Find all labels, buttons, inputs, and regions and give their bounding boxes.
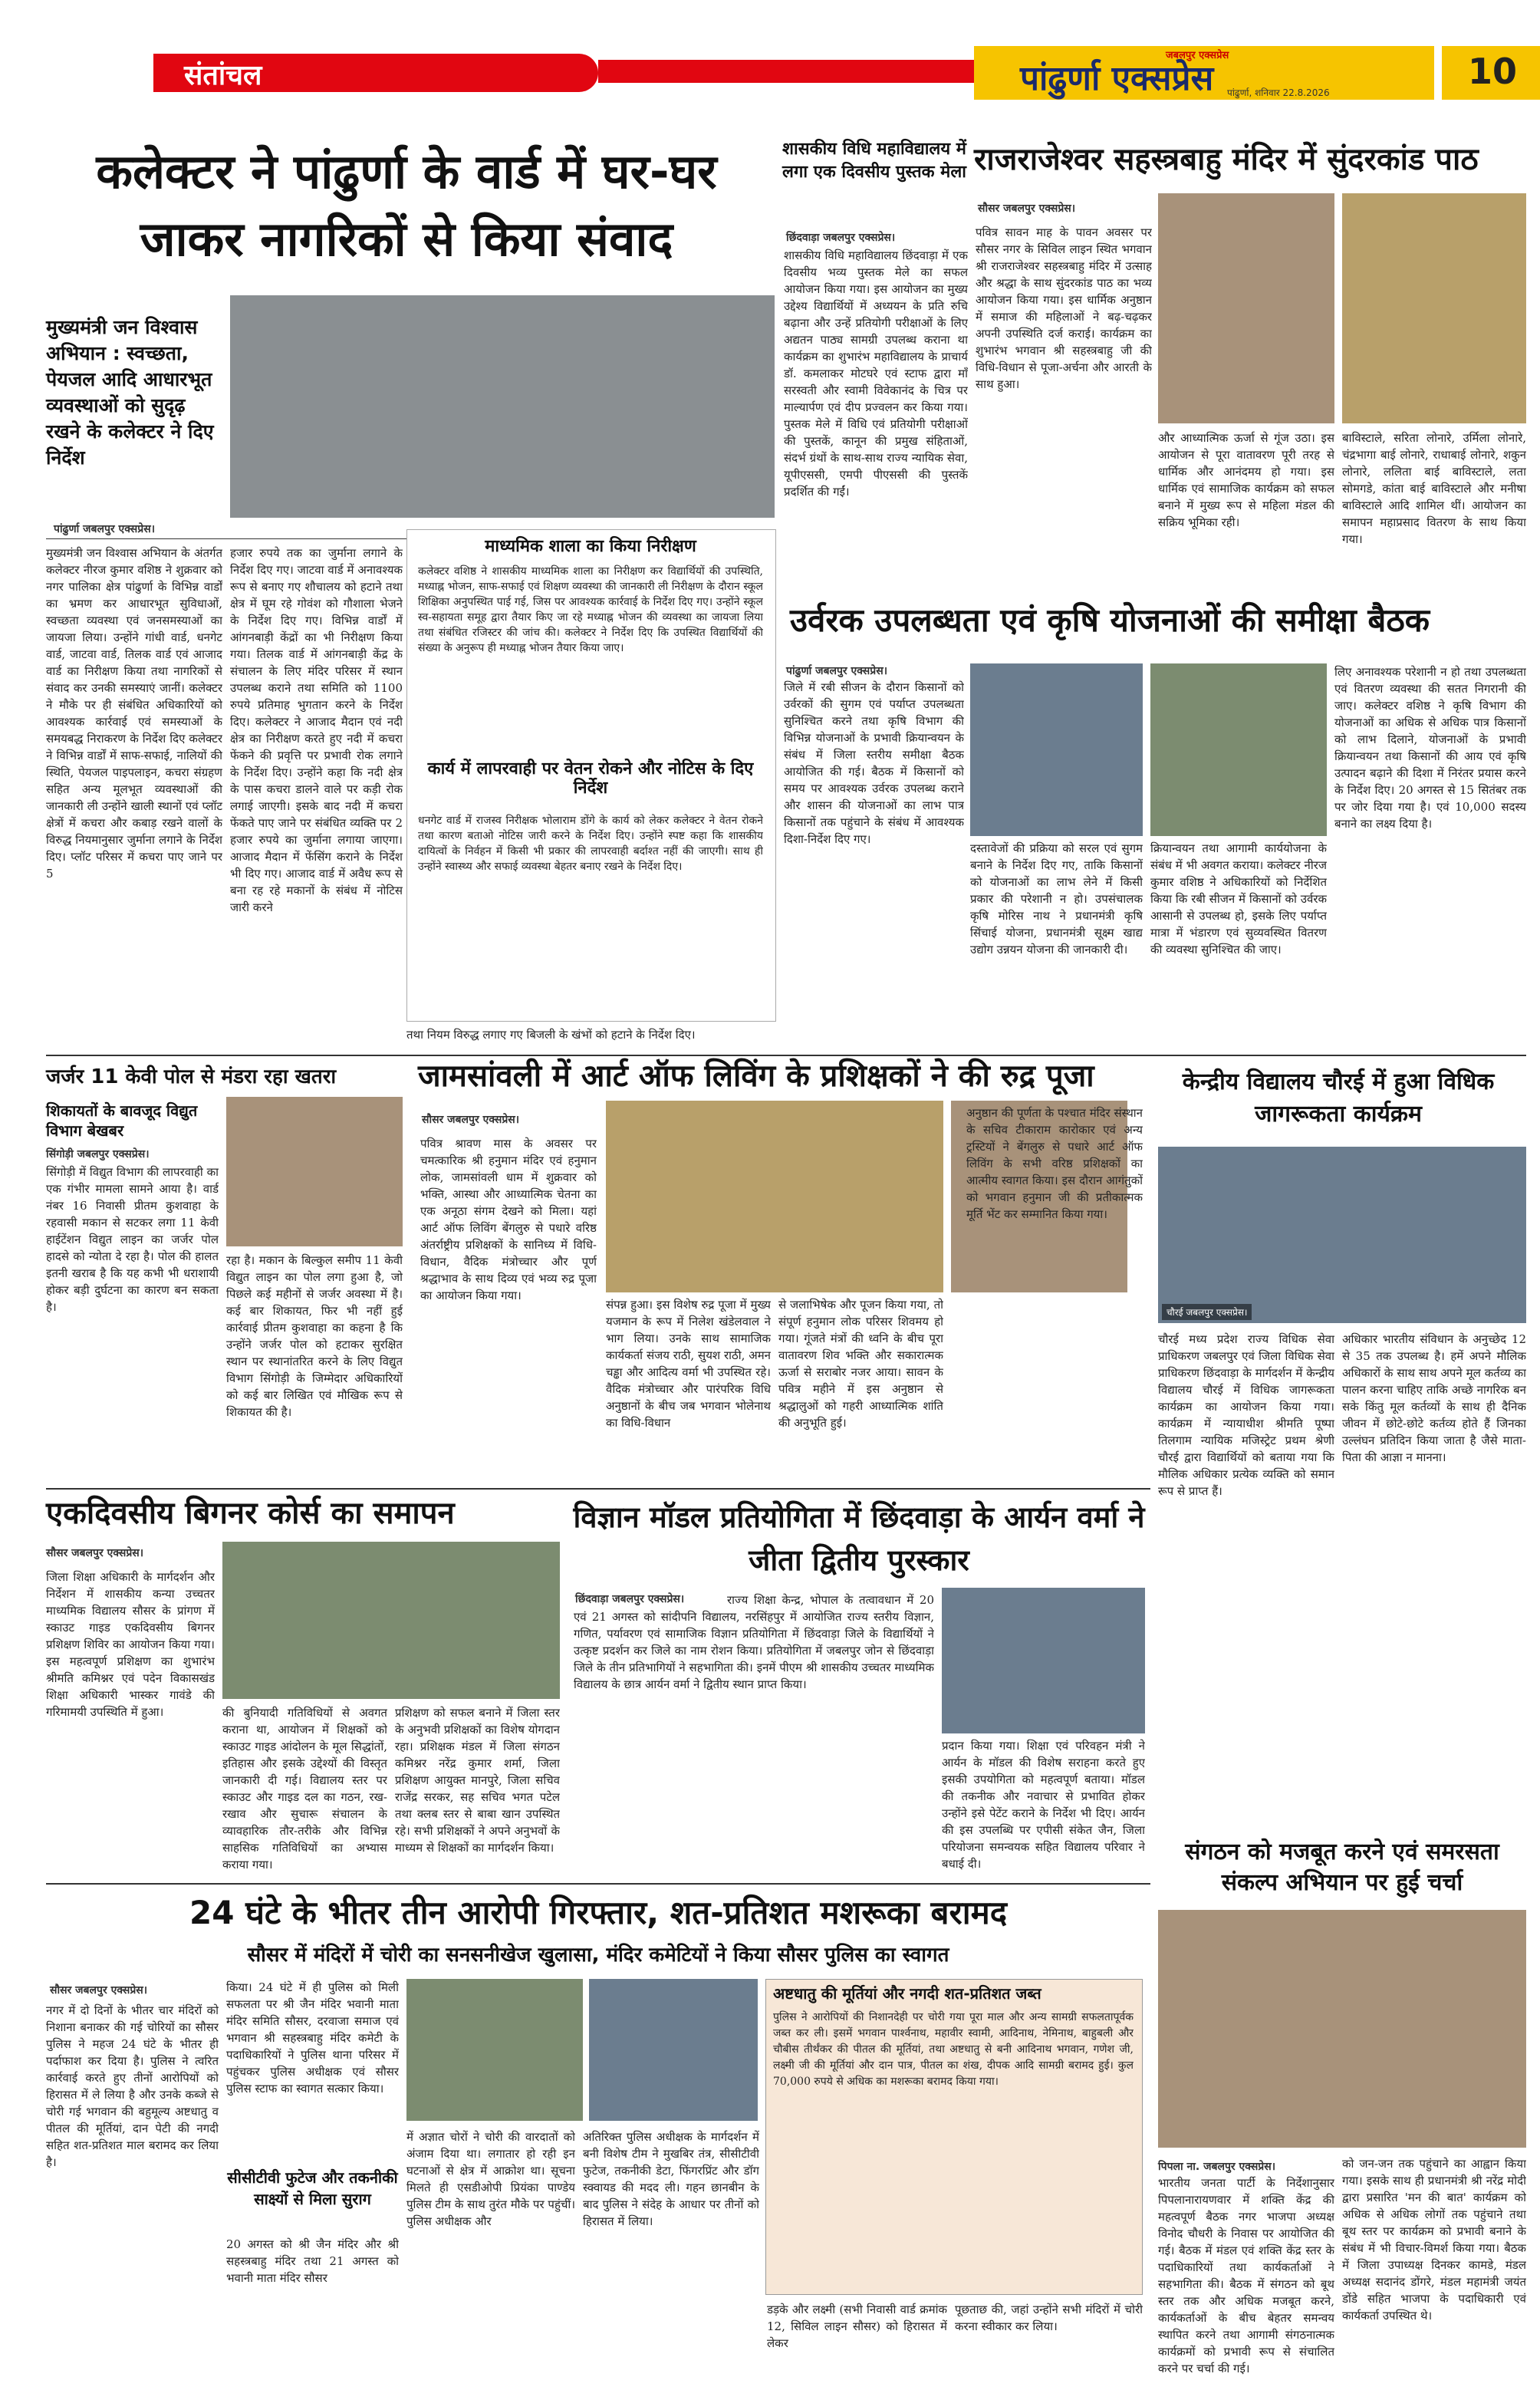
story11-box-title: सीसीटीवी फुटेज और तकनीकी साक्ष्यों से मिला सुराग bbox=[227, 2168, 398, 2208]
story6-col1: पवित्र श्रावण मास के अवसर पर चमत्कारिक श्री हनुमान मंदिर एवं हनुमान लोक, जामसांवली धाम में शुक्रवार को भक्ति, आस्था और आध्यात्मिक चेतना का एक अनूठा संगम देखने को मिला। यहां आर्ट ऑफ लिविंग बेंगलुरु से पधारे वरिष्ठ अंतर्राष्ट्रीय प्रशिक्षकों के सानिध्य में विधि-विधान, वैदिक मंत्रोच्चार और पूर्ण श्रद्धाभाव के साथ दिव्य एवं भव्य रुद्र पूजा का आयोजन किया गया। bbox=[420, 1137, 597, 1302]
story2-byline: छिंदवाड़ा जबलपुर एक्सप्रेस। bbox=[786, 232, 896, 244]
story11-shaded-title: अष्टधातु की मूर्तियां और नगदी शत-प्रतिशत जब्त bbox=[773, 1984, 1041, 2003]
story4-col1: जिले में रबी सीजन के दौरान किसानों को उर्वरकों की सुगम एवं पर्याप्त उपलब्धता सुनिश्चित करने तथा कृषि विभाग की विभिन्न योजनाओं के प्रभावी क्रियान्वयन के संबंध में जिला स्तरीय समीक्षा बैठक आयोजित की गई। बैठक में किसानों को समय पर आवश्यक उर्वरक उपलब्ध कराने और शासन की योजनाओं का लाभ पात्र किसानों तक पहुंचाने के संबंध में आवश्यक दिशा-निर्देश दिए गए। bbox=[784, 680, 964, 846]
story5-headline: जर्जर 11 केवी पोल से मंडरा रहा खतरा bbox=[46, 1065, 337, 1088]
story1-inset-subtitle: कार्य में लापरवाही पर वेतन रोकने और नोटिस के दिए निर्देश bbox=[427, 759, 754, 798]
story9-col1: राज्य शिक्षा केन्द्र, भोपाल के तत्वावधान में 20 एवं 21 अगस्त को सांदीपनि विद्यालय, नरसिंहपुर में आयोजित राज्य स्तरीय विज्ञान, गणित, पर्यावरण एवं सामाजिक विज्ञान प्रतियोगिता में छिंदवाड़ा जिले के विद्यार्थियों ने उत्कृष्ट प्रदर्शन कर जिले का नाम रोशन किया। प्रतियोगिता में जबलपुर जोन से छिंदवाड़ा जिले के तीन प्रतिभागियों ने सहभागिता की। इनमें पीएम श्री शासकीय उच्चतर माध्यमिक विद्यालय के छात्र आर्यन वर्मा ने द्वितीय स्थान प्राप्त किया। bbox=[574, 1593, 934, 1691]
story11-byline: सौसर जबलपुर एक्सप्रेस। bbox=[50, 1984, 148, 1997]
story11-box-text: 20 अगस्त को श्री जैन मंदिर और श्री सहस्त्रबाहु मंदिर तथा 21 अगस्त को भवानी माता मंदिर सौसर bbox=[226, 2237, 399, 2285]
story11-shaded-text: पुलिस ने आरोपियों की निशानदेही पर चोरी गया पूरा माल और अन्य सामग्री सफलतापूर्वक जब्त कर ली। इसमें भगवान पार्श्वनाथ, महावीर स्वामी, आदिनाथ, नेमिनाथ, बाहुबली और चौबीस तीर्थंकर की पीतल की मूर्तियां, तथा अष्टधातु से बनी आदिनाथ भगवान, गणेश जी, लक्ष्मी जी की मूर्तियां और दान पात्र, पीतल का शंख, दीपक आदि सामग्री बरामद हुई। कुल 70,000 रुपये से अधिक का मशरूका बरामद किया गया। bbox=[773, 2011, 1134, 2088]
page-number: 10 bbox=[1468, 51, 1518, 92]
story9-byline: छिंदवाड़ा जबलपुर एक्सप्रेस। bbox=[575, 1593, 685, 1605]
story6-headline: जामसांवली में आर्ट ऑफ लिविंग के प्रशिक्षकों ने की रुद्र पूजा bbox=[418, 1058, 1094, 1094]
story11-headline: 24 घंटे के भीतर तीन आरोपी गिरफ्तार, शत-प्रतिशत मशरूका बरामद bbox=[189, 1894, 1007, 1931]
story8-byline: सौसर जबलपुर एक्सप्रेस। bbox=[46, 1547, 144, 1559]
story11-col4: अतिरिक्त पुलिस अधीक्षक के मार्गदर्शन में बनी विशेष टीम ने मुखबिर तंत्र, सीसीटीवी फुटेज, तकनीकी डेटा, फिंगरप्रिंट और डॉग स्क्वायड की मदद ली। गहन छानबीन के बाद पुलिस ने संदेह के आधार पर तीनों को हिरासत में लिया। bbox=[583, 2130, 759, 2228]
story5-photo bbox=[226, 1097, 403, 1246]
page-number-box bbox=[1442, 46, 1540, 100]
story9-col2: प्रदान किया गया। शिक्षा एवं परिवहन मंत्री ने आर्यन के मॉडल की विशेष सराहना करते हुए इसकी उपयोगिता को महत्वपूर्ण बताया। मॉडल की तकनीक और नवाचार से प्रभावित होकर उन्होंने इसे पेटेंट कराने के निर्देश भी दिए। आर्यन की इस उपलब्धि पर एपीसी संकेत जैन, जिला परियोजना समन्वयक सहित विद्यालय परिवार ने बधाई दी। bbox=[942, 1739, 1145, 1871]
story6-col4: अनुष्ठान की पूर्णता के पश्चात मंदिर संस्थान के सचिव टीकाराम कारोकार एवं अन्य ट्रस्टियों ने बेंगलुरु से पधारे आर्ट ऑफ लिविंग के सभी वरिष्ठ प्रशिक्षकों का आत्मीय स्वागत किया। इस दौरान आगंतुकों को भगवान हनुमान जी की प्रतीकात्मक मूर्ति भेंट कर सम्मानित किया गया। bbox=[966, 1106, 1143, 1221]
story8-headline: एकदिवसीय बिगनर कोर्स का समापन bbox=[46, 1496, 455, 1531]
story4-photo2 bbox=[1150, 663, 1327, 836]
story8-col1: जिला शिक्षा अधिकारी के मार्गदर्शन और निर्देशन में शासकीय कन्या उच्चतर माध्यमिक विद्यालय सौसर के प्रांगण में स्काउट गाइड एकदिवसीय बिगनर प्रशिक्षण शिविर का आयोजन किया गया। इस महत्वपूर्ण प्रशिक्षण का शुभारंभ श्रीमति कमिश्नर एवं पदेन विकासखंड शिक्षा अधिकारी भास्कर गावंडे की गरिमामयी उपस्थिति में हुआ। bbox=[46, 1570, 215, 1719]
story10-photo bbox=[1158, 1910, 1526, 2148]
story11-subhead: सौसर में मंदिरों में चोरी का सनसनीखेज खुलासा, मंदिर कमेटियों ने किया सौसर पुलिस का स्वागत bbox=[247, 1944, 949, 1967]
story5-col2: रहा है। मकान के बिल्कुल समीप 11 केवी विद्युत लाइन का पोल लगा हुआ है, जो पिछले कई महीनों से जर्जर अवस्था में है। कई बार शिकायत, फिर भी नहीं हुई कार्रवाई प्रीतम कुशवाहा का कहना है कि उन्होंने जर्जर पोल को हटाकर सुरक्षित स्थान पर स्थानांतरित करने के लिए विद्युत विभाग सिंगोड़ी के जिम्मेदार अधिकारियों को कई बार लिखित एवं मौखिक रूप से शिकायत की है। bbox=[226, 1253, 403, 1419]
story11-col2: किया। 24 घंटे में ही पुलिस को मिली सफलता पर श्री जैन मंदिर भवानी माता मंदिर समिति सौसर, दरवाजा समाज एवं भगवान श्री सहस्त्रबाहु मंदिर कमेटी के पदाधिकारियों ने पुलिस थाना परिसर में पहुंचकर पुलिस अधीक्षक एवं सौसर पुलिस स्टाफ का स्वागत सत्कार किया। bbox=[226, 1980, 399, 2095]
story3-byline: सौसर जबलपुर एक्सप्रेस। bbox=[978, 202, 1076, 215]
story4-byline: पांढुर्णा जबलपुर एक्सप्रेस। bbox=[786, 665, 887, 677]
story4-col3: क्रियान्वयन तथा आगामी कार्ययोजना के संबंध में भी अवगत कराया। कलेक्टर नीरज कुमार वशिष्ठ ने अधिकारियों को निर्देशित किया कि रबी सीजन में किसानों को उर्वरक आसानी से उपलब्ध हो, इसके लिए पर्याप्त मात्रा में भंडारण एवं सुव्यवस्थित वितरण की व्यवस्था सुनिश्चित की जाए। bbox=[1150, 841, 1327, 956]
story1-headline: कलेक्टर ने पांढुर्णा के वार्ड में घर-घर जाकर नागरिकों से किया संवाद bbox=[96, 143, 717, 267]
story5-col1: सिंगोड़ी में विद्युत विभाग की लापरवाही का एक गंभीर मामला सामने आया है। वार्ड नंबर 16 निवासी प्रीतम कुशवाहा के रहवासी मकान से सटकर लगा 11 केवी हाईटेंशन विद्युत लाइन का जर्जर पोल हादसे को न्योता दे रहा है। पोल की हालत इतनी खराब है कि यह कभी भी धराशायी होकर बड़ी दुर्घटना का कारण बन सकता है। bbox=[46, 1165, 219, 1314]
story11-col1: नगर में दो दिनों के भीतर चार मंदिरों को निशाना बनाकर की गई चोरियों का सौसर पुलिस ने महज 24 घंटे के भीतर ही पर्दाफाश कर दिया है। पुलिस ने त्वरित कार्रवाई करते हुए तीनों आरोपियों को हिरासत में ले लिया है और उनके कब्जे से चोरी गई भगवान की बहुमूल्य अष्टधातु व पीतल की मूर्तियां, दान पेटी की नगदी सहित शत-प्रतिशत माल बरामद कर लिया है। bbox=[46, 2003, 219, 2169]
divider-row3 bbox=[46, 1883, 1150, 1885]
story8-photo bbox=[222, 1542, 560, 1699]
story11-col6: पूछताछ की, जहां उन्होंने सभी मंदिरों में चोरी करना स्वीकार कर लिया। bbox=[955, 2303, 1143, 2333]
story11-col5: डड़के और लक्ष्मी (सभी निवासी वार्ड क्रमांक 12, सिविल लाइन सौसर) को हिरासत में लेकर bbox=[767, 2303, 947, 2350]
story7-headline: केन्द्रीय विद्यालय चौरई में हुआ विधिक जागरूकता कार्यक्रम bbox=[1182, 1068, 1495, 1128]
story10-col1: भारतीय जनता पार्टी के निर्देशानुसार पिपलानारायणवार में शक्ति केंद्र की महत्वपूर्ण बैठक नगर भाजपा अध्यक्ष विनोद चौधरी के निवास पर आयोजित की गई। बैठक में मंडल एवं शक्ति केंद्र स्तर के पदाधिकारियों तथा कार्यकर्ताओं ने सहभागिता की। बैठक में संगठन को बूथ स्तर तक और अधिक मजबूत करने, कार्यकर्ताओं के बीच बेहतर समन्वय स्थापित करने तथा आगामी संगठनात्मक कार्यक्रमों को प्रभावी रूप से संचालित करने पर चर्चा की गई। bbox=[1158, 2176, 1334, 2375]
story9-headline: विज्ञान मॉडल प्रतियोगिता में छिंदवाड़ा के आर्यन वर्मा ने जीता द्वितीय पुरस्कार bbox=[573, 1500, 1145, 1577]
story11-col3: में अज्ञात चोरों ने चोरी की वारदातों को अंजाम दिया था। लगातार हो रही इन घटनाओं से क्षेत्र में आक्रोश था। सूचना मिलते ही एसडीओपी प्रियंका पाण्डेय पुलिस टीम के साथ तुरंत मौके पर पहुंचीं। पुलिस अधीक्षक और bbox=[406, 2130, 575, 2228]
story1-inset-title: माध्यमिक शाला का किया निरीक्षण bbox=[485, 537, 696, 556]
story3-photo2 bbox=[1342, 193, 1526, 423]
brand-title: पांढुर्णा एक्सप्रेस bbox=[1020, 59, 1214, 98]
story6-byline: सौसर जबलपुर एक्सप्रेस। bbox=[422, 1114, 520, 1126]
story1-col1: मुख्यमंत्री जन विश्वास अभियान के अंतर्गत कलेक्टर नीरज कुमार वशिष्ठ ने शुक्रवार को नगर पालिका क्षेत्र पांढुर्णा के विभिन्न वार्डों का भ्रमण कर आधारभूत सुविधाओं, स्वच्छता व्यवस्था एवं जनसमस्याओं का जायजा लिया। उन्होंने गांधी वार्ड, धनगेट वार्ड, जाटवा वार्ड, तिलक वार्ड एवं आजाद वार्ड का निरीक्षण किया तथा नागरिकों से संवाद कर उनकी समस्याएं जानीं। कलेक्टर ने मौके पर ही संबंधित अधिकारियों को आवश्यक कार्रवाई एवं समस्याओं के समयबद्ध निराकरण के निर्देश दिए कलेक्टर ने विभिन्न वार्डों में साफ-सफाई, नालियों की स्थिति, पेयजल पाइपलाइन, कचरा संग्रहण सहित अन्य मूलभूत व्यवस्थाओं की जानकारी ली उन्होंने खाली स्थानों एवं प्लॉट क्षेत्रों में कचरा और कबाड़ रखने वालों के विरुद्ध नियमानुसार जुर्माना लगाने के निर्देश दिए। प्लॉट परिसर में कचरा पाए जाने पर 5 bbox=[46, 546, 222, 881]
story1-inset-text2: धनगेट वार्ड में राजस्व निरीक्षक भोलाराम डोंगे के कार्य को लेकर कलेक्टर ने वेतन रोकने तथा कारण बताओ नोटिस जारी करने के निर्देश दिए। उन्होंने स्पष्ट कहा कि शासकीय दायित्वों के निर्वहन में किसी भी प्रकार की लापरवाही बर्दाश्त नहीं की जाएगी। साथ ही उन्होंने स्वास्थ्य और सफाई व्यवस्था बेहतर बनाए रखने के निर्देश दिए। bbox=[418, 815, 763, 873]
story1-col3-tail: तथा नियम विरुद्ध लगाए गए बिजली के खंभों को हटाने के निर्देश दिए। bbox=[406, 1028, 696, 1042]
story3-col2: और आध्यात्मिक ऊर्जा से गूंज उठा। इस आयोजन से पूरा वातावरण पूरी तरह से धार्मिक और आनंदमय हो गया। इस धार्मिक एवं सामाजिक कार्यक्रम को सफल बनाने में मुख्य रूप से महिला मंडल की सक्रिय भूमिका रही। bbox=[1158, 431, 1334, 529]
story7-photo bbox=[1158, 1147, 1526, 1323]
story7-byline: चौरई जबलपुर एक्सप्रेस। bbox=[1162, 1304, 1252, 1320]
story4-headline: उर्वरक उपलब्धता एवं कृषि योजनाओं की समीक्षा बैठक bbox=[790, 601, 1430, 639]
story1-inset-text: कलेक्टर वशिष्ठ ने शासकीय माध्यमिक शाला का निरीक्षण कर विद्यार्थियों की उपस्थिति, मध्याह्न भोजन, साफ-सफाई एवं शिक्षण व्यवस्था की जानकारी ली निरीक्षण के दौरान स्कूल शिक्षिका अनुपस्थित पाई गई, जिस पर आवश्यक कार्रवाई के निर्देश दिए गए। उन्होंने स्कूल स्व-सहायता समूह द्वारा तैयार किए जा रहे मध्याह्न भोजन की व्यवस्था का जायजा लिया तथा संबंधित रजिस्टर की जांच की। कलेक्टर ने निर्देश दिए कि उपस्थित विद्यार्थियों की संख्या के अनुरूप ही मध्याह्न भोजन तैयार किया जाए। bbox=[418, 565, 763, 654]
divider-row2 bbox=[46, 1488, 1150, 1490]
story4-col4: लिए अनावश्यक परेशानी न हो तथा उपलब्धता एवं वितरण व्यवस्था की सतत निगरानी की जाए। कलेक्टर वशिष्ठ ने कृषि विभाग की योजनाओं का अधिक से अधिक पात्र किसानों को लाभ दिलाने, योजनाओं के प्रभावी क्रियान्वयन तथा किसानों की आय एवं कृषि उत्पादन बढ़ाने की दिशा में निरंतर प्रयास करने के निर्देश दिए। 20 अगस्त से 15 सितंबर तक पर जोर दिया गया है। एवं 10,000 सदस्य बनाने का लक्ष्य दिया है। bbox=[1334, 665, 1526, 831]
story7-col1: चौरई मध्य प्रदेश राज्य विधिक सेवा प्राधिकरण जबलपुर एवं जिला विधिक सेवा प्राधिकरण छिंदवाड़ा के मार्गदर्शन में केन्द्रीय विद्यालय चौरई में विधिक जागरूकता कार्यक्रम का आयोजन किया गया। कार्यक्रम में न्यायाधीश श्रीमति पूष्पा तिलगाम न्यायिक मजिस्ट्रेट प्रथम श्रेणी चौरई द्वारा विद्यार्थियों को बताया गया कि मौलिक अधिकार प्रत्येक व्यक्ति को समान रूप से प्राप्त हैं। bbox=[1158, 1332, 1334, 1498]
story3-headline: राजराजेश्वर सहस्त्रबाहु मंदिर में सुंदरकांड पाठ bbox=[974, 142, 1479, 177]
story1-photo bbox=[230, 295, 775, 518]
story8-col2: की बुनियादी गतिविधियों से अवगत कराना था, आयोजन में शिक्षकों को स्काउट गाइड आंदोलन के मूल सिद्धांतों, इतिहास और इसके उद्देश्यों की विस्तृत जानकारी दी गई। विद्यालय स्तर पर स्काउट और गाइड दल का गठन, रख-रखाव और सुचारू संचालन के व्यावहारिक तौर-तरीके और विभिन्न साहसिक गतिविधियों का अभ्यास कराया गया। bbox=[222, 1706, 387, 1872]
story3-col3: बाविस्टाले, सरिता लोनारे, उर्मिला लोनारे, चंद्रभागा बाई लोनारे, राधाबाई लोनारे, शकुन लोनारे, ललिता बाई बाविस्टाले, लता सोमगडे, कांता बाई बाविस्टाले और मनीषा बाविस्टाले आदि शामिल थीं। आयोजन का समापन महाप्रसाद वितरण के साथ किया गया। bbox=[1342, 431, 1526, 546]
story11-photo1 bbox=[406, 1979, 583, 2121]
section-title: संतांचल bbox=[184, 60, 262, 91]
section-tag bbox=[153, 54, 598, 92]
story4-col2: दस्तावेजों की प्रक्रिया को सरल एवं सुगम बनाने के निर्देश दिए गए, ताकि किसानों को योजनाओं का लाभ लेने में किसी प्रकार की परेशानी न हो। उपसंचालक कृषि मोरिस नाथ ने प्रधानमंत्री कृषि सिंचाई योजना, प्रधानमंत्री सूक्ष्म खाद्य उद्योग उन्नयन योजना की जानकारी दी। bbox=[970, 841, 1143, 956]
divider-row1 bbox=[46, 1055, 1526, 1056]
brand-small: जबलपुर एक्सप्रेस bbox=[1166, 50, 1229, 61]
story10-byline: पिपला ना. जबलपुर एक्सप्रेस। bbox=[1158, 2161, 1276, 2173]
story6-col2: संपन्न हुआ। इस विशेष रुद्र पूजा में मुख्य यजमान के रूप में निलेश खंडेलवाल ने भाग लिया। उनके साथ सामाजिक कार्यकर्ता संजय राठी, सुयश राठी, अमन चड्ढा और आदित्य वर्मा भी उपस्थित रहे। वैदिक मंत्रोच्चार और पारंपरिक विधि अनुष्ठानों के बीच जब भगवान भोलेनाथ का विधि-विधान bbox=[606, 1298, 771, 1430]
issue-date: पांढुर्णा, शनिवार 22.8.2026 bbox=[1227, 87, 1330, 98]
story4-photo1 bbox=[970, 663, 1143, 836]
story1-col2: हजार रुपये तक का जुर्माना लगाने के निर्देश दिए गए। जाटवा वार्ड में अनावश्यक रूप से बनाए गए शौचालय को हटाने तथा क्षेत्र में घूम रहे गोवंश को गौशाला भेजने के निर्देश दिए गए। विभिन्न वार्डों में आंगनबाड़ी केंद्रों का भी निरीक्षण किया गया। तिलक वार्ड में आंगनबाड़ी केंद्र के संचालन के लिए मंदिर परिसर में स्थान उपलब्ध कराने तथा समिति को 1100 रुपये प्रतिमाह भुगतान करने के निर्देश दिए। कलेक्टर ने आजाद मैदान एवं नदी क्षेत्र का निरीक्षण करते हुए नदी में कचरा फेंकने की प्रवृत्ति पर प्रभावी रोक लगाने के निर्देश दिए। उन्होंने कहा कि नदी क्षेत्र के पास कचरा डालने वाले पर कड़ी रोक लगाई जाएगी। इसके बाद नदी में कचरा फेंकते पाए जाने पर संबंधित व्यक्ति पर 2 हजार रुपये का जुर्माना लगाया जाएगा। आजाद मैदान में फेंसिंग कराने के निर्देश भी दिए गए। आजाद वार्ड में अवैध रूप से बना रह रहे मकानों के संबंध में नोटिस जारी करने bbox=[230, 546, 403, 914]
story1-byline: पांढुर्णा जबलपुर एक्सप्रेस। bbox=[54, 523, 155, 535]
story5-byline: सिंगोड़ी जबलपुर एक्सप्रेस। bbox=[46, 1148, 150, 1160]
story6-col3: से जलाभिषेक और पूजन किया गया, तो संपूर्ण हनुमान लोक परिसर शिवमय हो गया। गूंजते मंत्रों की ध्वनि के बीच पूरा वातावरण शिव भक्ति और सकारात्मक ऊर्जा से सराबोर नजर आया। सावन के पवित्र महीने में इस अनुष्ठान से श्रद्धालुओं को गहरी आध्यात्मिक शांति की अनुभूति हुई। bbox=[778, 1298, 943, 1430]
story3-photo1 bbox=[1158, 193, 1334, 423]
story3-col1: पवित्र सावन माह के पावन अवसर पर सौसर नगर के सिविल लाइन स्थित भगवान श्री राजराजेश्वर सहस्त्रबाहु मंदिर में उत्साह और श्रद्धा के साथ सुंदरकांड पाठ का भव्य आयोजन किया गया। इस धार्मिक अनुष्ठान में समाज की महिलाओं ने बढ़-चढ़कर अपनी उपस्थिति दर्ज कराई। कार्यक्रम का शुभारंभ भगवान श्री सहस्त्रबाहु जी की विधि-विधान से पूजा-अर्चना और आरती के साथ हुआ। bbox=[976, 226, 1152, 391]
story7-col2: अधिकार भारतीय संविधान के अनुच्छेद 12 से 35 तक उपलब्ध है। हमें अपने मौलिक अधिकारों के साथ साथ अपने मूल कर्तव्य का पालन करना चाहिए ताकि अच्छे नागरिक बन सके किंतु मूल कर्तव्यों के साथ ही दैनिक जीवन में छोटे-छोटे कर्तव्य होते हैं जिनका उल्लंघन प्रतिदिन किया जाता है जैसे माता-पिता की आज्ञा न मानना। bbox=[1342, 1332, 1526, 1464]
story6-photo1 bbox=[606, 1101, 943, 1292]
masthead-red-bar bbox=[598, 60, 974, 83]
story8-col3: प्रशिक्षण को सफल बनाने में जिला स्तर के अनुभवी प्रशिक्षकों का विशेष योगदान रहा। प्रशिक्षक मंडल में जिला संगठन कमिश्नर नरेंद्र कुमार शर्मा, जिला प्रशिक्षण आयुक्त मानपुरे, जिला सचिव राजेंद्र सरकर, सह सचिव भगत पटेल तथा क्लब स्तर से बाबा खान उपस्थित रहे। सभी प्रशिक्षकों ने अपने अनुभवों के माध्यम से शिक्षकों का मार्गदर्शन किया। bbox=[395, 1706, 560, 1855]
story2-headline: शासकीय विधि महाविद्यालय में लगा एक दिवसीय पुस्तक मेला bbox=[782, 140, 966, 182]
story1-subhead: मुख्यमंत्री जन विश्वास अभियान : स्वच्छता, पेयजल आदि आधारभूत व्यवस्थाओं को सुदृढ़ रखने के कलेक्टर ने दिए निर्देश bbox=[46, 316, 214, 469]
story5-subhead: शिकायतों के बावजूद विद्युत विभाग बेखबर bbox=[46, 1101, 198, 1140]
story11-photo2 bbox=[589, 1979, 758, 2121]
story9-photo bbox=[942, 1588, 1145, 1733]
story10-col2: को जन-जन तक पहुंचाने का आह्वान किया गया। इसके साथ ही प्रधानमंत्री श्री नरेंद्र मोदी द्वारा प्रसारित 'मन की बात' कार्यक्रम को अधिक से अधिक लोगों तक पहुंचाने तथा बूथ स्तर पर कार्यक्रम को प्रभावी बनाने के संबंध में भी विचार-विमर्श किया गया। बैठक में जिला उपाध्यक्ष दिनकर कामडे, मंडल अध्यक्ष सदानंद डोंगरे, मंडल महामंत्री जयंत डोंडे सहित भाजपा के पदाधिकारी एवं कार्यकर्ता उपस्थित थे। bbox=[1342, 2157, 1526, 2323]
story10-headline: संगठन को मजबूत करने एवं समरसता संकल्प अभियान पर हुई चर्चा bbox=[1185, 1839, 1499, 1896]
story2-text: शासकीय विधि महाविद्यालय छिंदवाड़ा में एक दिवसीय भव्य पुस्तक मेले का सफल आयोजन किया गया। इस आयोजन का मुख्य उद्देश्य विद्यार्थियों में अध्ययन के प्रति रुचि बढ़ाना और उन्हें प्रतियोगी परीक्षाओं के लिए अद्यतन पाठ्य सामग्री उपलब्ध कराना था कार्यक्रम का शुभारंभ महाविद्यालय के प्राचार्य डॉ. कमलाकर मोटघरे एवं स्टाफ द्वारा माँ सरस्वती और स्वामी विवेकानंद के चित्र पर माल्यार्पण एवं दीप प्रज्वलन कर किया गया। पुस्तक मेले में विधि एवं प्रतियोगी परीक्षाओं की पुस्तकें, कानून की प्रमुख संहिताओं, संदर्भ ग्रंथों के साथ-साथ राज्य न्यायिक सेवा, यूपीएससी, एमपी पीएससी की पुस्तकें प्रदर्शित की गईं। bbox=[784, 249, 968, 499]
